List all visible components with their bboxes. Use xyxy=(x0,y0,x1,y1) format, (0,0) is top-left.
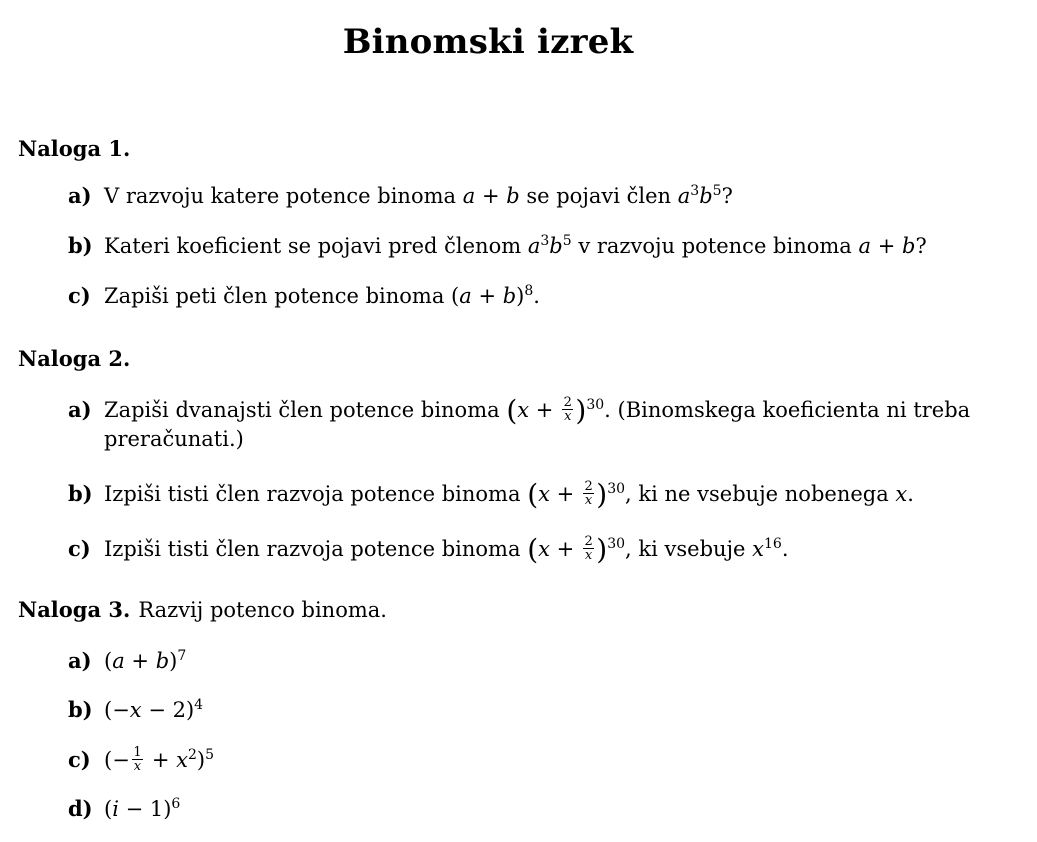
naloga-3-item-b xyxy=(68,696,988,724)
item-text: Izpiši tisti člen razvoja potence binoma (x + $\frac{2}{x}$ )$^{30}$, ki vsebuje $x^{16}$. xyxy=(104,533,789,566)
naloga-1-item-b xyxy=(68,232,988,260)
item-label: c) xyxy=(68,747,91,772)
naloga-2-item-b xyxy=(68,480,988,509)
item-text: Izpiši tisti člen razvoja potence binoma (x + $\frac{2}{x}$ )$^{30}$, ki ne vsebuje nobenega x. xyxy=(104,478,914,511)
item-text: $(-x - 2)^4$ xyxy=(104,697,204,722)
naloga-3-item-d xyxy=(68,795,988,823)
item-label: d) xyxy=(68,796,93,821)
page-title: Binomski izrek xyxy=(342,22,634,62)
item-text: Zapiši peti člen potence binoma $(a + b)^8$. xyxy=(104,283,540,308)
item-text: Zapiši dvanajsti člen potence binoma (x + $\frac{2}{x}$ )$^{30}$. (Binomskega koeficienta ni treba preračunati.) xyxy=(104,394,971,451)
naloga-3-item-a xyxy=(68,647,988,675)
item-label: b) xyxy=(68,233,93,258)
naloga-1-item-c xyxy=(68,282,988,310)
naloga-3-description: Razvij potenco binoma. xyxy=(138,598,387,622)
naloga-3-title: Naloga 3. xyxy=(18,597,131,622)
item-text: $(i - 1)^6$ xyxy=(104,796,181,821)
item-label: b) xyxy=(68,481,93,506)
item-text: Kateri koeficient se pojavi pred členom $a^3b^5$ v razvoju potence binoma a + b? xyxy=(104,233,927,258)
naloga-2-heading: Naloga 2. xyxy=(18,346,131,371)
naloga-3-item-c xyxy=(68,746,988,775)
item-label: c) xyxy=(68,283,91,308)
naloga-3-heading xyxy=(18,597,387,622)
item-label: c) xyxy=(68,536,91,561)
naloga-2-item-c xyxy=(68,535,988,564)
naloga-1-heading: Naloga 1. xyxy=(18,136,131,161)
item-label: b) xyxy=(68,697,93,722)
item-label: a) xyxy=(68,397,92,422)
naloga-1-item-a xyxy=(68,182,988,210)
item-text: (− $\frac{1}{x}$ + $x^2)^5$ xyxy=(104,745,214,774)
item-label: a) xyxy=(68,183,92,208)
item-text: V razvoju katere potence binoma a + b se pojavi člen $a^3b^5$? xyxy=(104,183,733,208)
item-text: $(a + b)^7$ xyxy=(104,648,187,673)
item-label: a) xyxy=(68,648,92,673)
naloga-2-item-a xyxy=(68,396,988,453)
